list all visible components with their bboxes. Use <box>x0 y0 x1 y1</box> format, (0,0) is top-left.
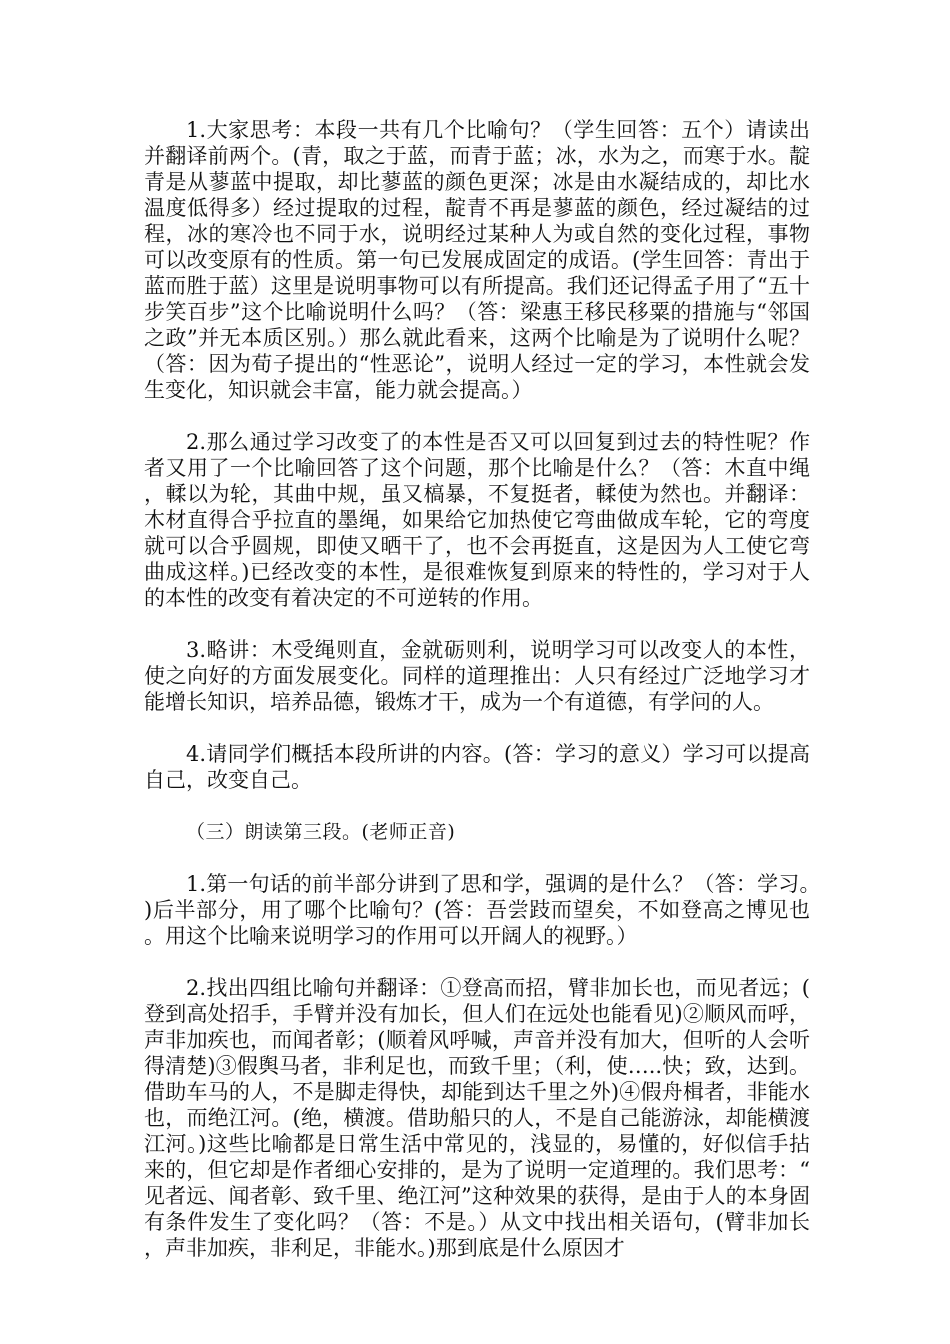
paragraph-2: 2.那么通过学习改变了的本性是否又可以回复到过去的特性呢？作者又用了一个比喻回答了这个问题，那个比喻是什么？（答：木直中绳，輮以为轮，其曲中规，虽又槁暴，不复挺者，輮使为然也。并翻译：木材直得合乎拉直的墨绳，如果给它加热使它弯曲做成车轮，它的弯度就可以合乎圆规，即使又晒干了，也不会再挺直，这是因为人工使它弯曲成这样。)已经改变的本性，是很难恢复到原来的特性的，学习对于人的本性的改变有着决定的不可逆转的作用。 <box>144 430 810 610</box>
paragraph-3: 3.略讲：木受绳则直，金就砺则利，说明学习可以改变人的本性，使之向好的方面发展变化。同样的道理推出：人只有经过广泛地学习才能增长知识，培养品德，锻炼才干，成为一个有道德，有学问的人。 <box>144 638 810 714</box>
document-body <box>144 117 810 1261</box>
paragraph-5: 1.第一句话的前半部分讲到了思和学，强调的是什么？（答：学习。)后半部分，用了哪个比喻句？(答：吾尝跂而望矣，不如登高之博见也。用这个比喻来说明学习的作用可以开阔人的视野。） <box>144 872 810 948</box>
paragraph-6: 2.找出四组比喻句并翻译：①登高而招，臂非加长也，而见者远；(登到高处招手，手臂并没有加长，但人们在远处也能看见)②顺风而呼，声非加疾也，而闻者彰；(顺着风呼喊，声音并没有加大，但听的人会听得清楚)③假舆马者，非利足也，而致千里；（利，使…..快；致，达到。借助车马的人，不是脚走得快，却能到达千里之外)④假舟楫者，非能水也，而绝江河。(绝，横渡。借助船只的人，不是自己能游泳，却能横渡江河。)这些比喻都是日常生活中常见的，浅显的，易懂的，好似信手拈来的，但它却是作者细心安排的，是为了说明一定道理的。我们思考：“见者远、闻者彰、致千里、绝江河”这种效果的获得，是由于人的本身固有条件发生了变化吗？（答：不是。）从文中找出相关语句，(臂非加长，声非加疾，非利足，非能水。)那到底是什么原因才 <box>144 976 810 1260</box>
section-heading: （三）朗读第三段。(老师正音) <box>186 821 456 843</box>
paragraph-1: 1.大家思考：本段一共有几个比喻句？（学生回答：五个）请读出并翻译前两个。(青，取之于蓝，而青于蓝；冰，水为之，而寒于水。靛青是从蓼蓝中提取，却比蓼蓝的颜色更深；冰是由水凝结成的，却比水温度低得多）经过提取的过程，靛青不再是蓼蓝的颜色，经过凝结的过程，冰的寒冷也不同于水，说明经过某种人为或自然的变化过程，事物可以改变原有的性质。第一句已发展成固定的成语。(学生回答：青出于蓝而胜于蓝）这里是说明事物可以有所提高。我们还记得孟子用了“五十步笑百步”这个比喻说明什么吗？（答：梁惠王移民移粟的措施与“邻国之政”并无本质区别。）那么就此看来，这两个比喻是为了说明什么呢？（答：因为荀子提出的“性恶论”，说明人经过一定的学习，本性就会发生变化，知识就会丰富，能力就会提高。） <box>144 118 810 402</box>
paragraph-4: 4.请同学们概括本段所讲的内容。(答：学习的意义）学习可以提高自己，改变自己。 <box>144 742 810 792</box>
